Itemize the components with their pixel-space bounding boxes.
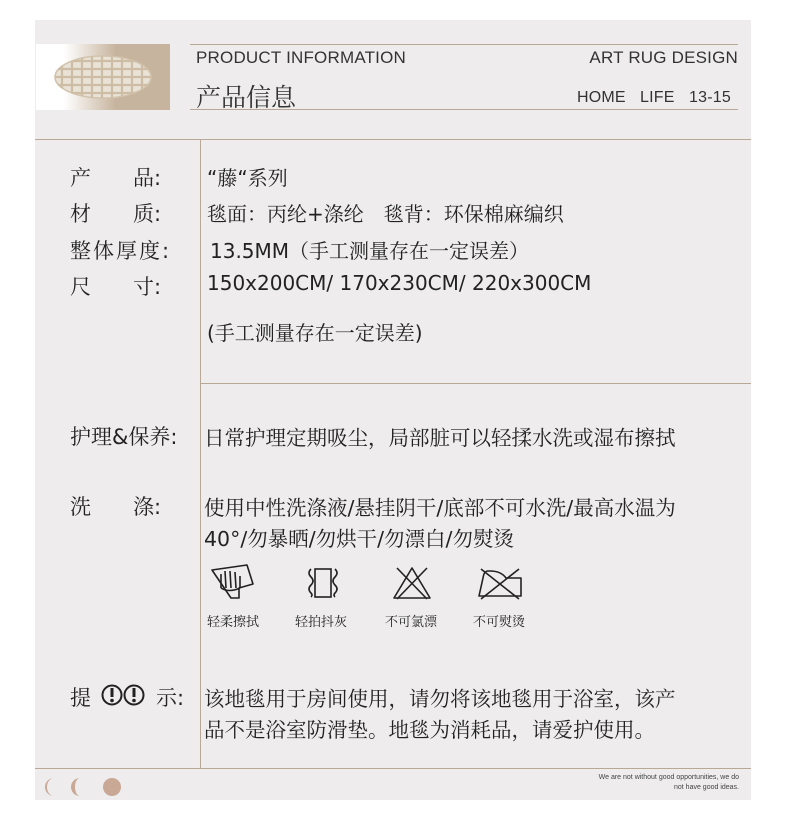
notice-line-1: 该地毯用于房间使用，请勿将该地毯用于浴室，该产 [204,687,676,711]
product-value: “藤“系列 [207,166,288,190]
material-value: 毯面：丙纶+涤纶 毯背：环保棉麻编织 [207,202,564,226]
size-note: (手工测量存在一定误差) [207,321,423,345]
notice-label-suffix: 示: [156,686,185,710]
thickness-label: 整体厚度: [70,239,172,263]
title-en: PRODUCT INFORMATION [196,48,406,67]
warning-icon [101,683,145,707]
no-iron-icon [476,566,524,600]
brand-name: ART RUG DESIGN [589,48,738,67]
product-label: 产 品: [70,166,162,190]
pat-shake-label: 轻拍抖灰 [295,615,348,630]
gentle-wipe-icon [209,562,257,602]
size-value: 150x200CM/ 170x230CM/ 220x300CM [207,271,592,295]
gentle-wipe-label: 轻柔擦拭 [207,615,260,630]
sub-life: LIFE [640,89,675,106]
footer-tagline [599,773,739,793]
wash-line-2: 40°/勿暴晒/勿烘干/勿漂白/勿熨烫 [204,527,514,551]
wash-line-1: 使用中性洗涤液/悬挂阴干/底部不可水洗/最高水温为 [204,496,676,520]
section-separator [200,383,751,384]
care-label: 护理&保养: [70,425,178,449]
footer-line-2: not have good ideas. [674,784,739,791]
care-value: 日常护理定期吸尘，局部脏可以轻揉水洗或湿布擦拭 [204,426,676,450]
sub-home: HOME [577,89,626,106]
pat-shake-icon [302,566,344,600]
footer-line-1: We are not without good opportunities, we do [598,774,739,781]
title-cn: 产品信息 [196,83,297,112]
thickness-value: 13.5MM（手工测量存在一定误差） [210,239,530,263]
no-iron-label: 不可熨烫 [473,615,526,630]
notice-label-prefix: 提 [70,686,91,710]
rattan-logo [36,44,170,110]
size-label: 尺 寸: [70,275,162,299]
header-top-rule [190,44,738,45]
notice-line-2: 品不是浴室防滑垫。地毯为消耗品，请爱护使用。 [204,718,655,742]
rattan-weave-icon [54,55,152,99]
no-bleach-label: 不可氯漂 [385,615,438,630]
no-bleach-icon [391,565,433,601]
full-moon-icon [103,778,121,796]
table-divider [200,139,201,769]
crescent-icon-2 [65,776,91,798]
crescent-icon-1 [40,776,66,798]
wash-label: 洗 涤: [70,495,162,519]
sub-code: 13-15 [689,89,731,106]
material-label: 材 质: [70,202,162,226]
info-table [35,139,751,769]
